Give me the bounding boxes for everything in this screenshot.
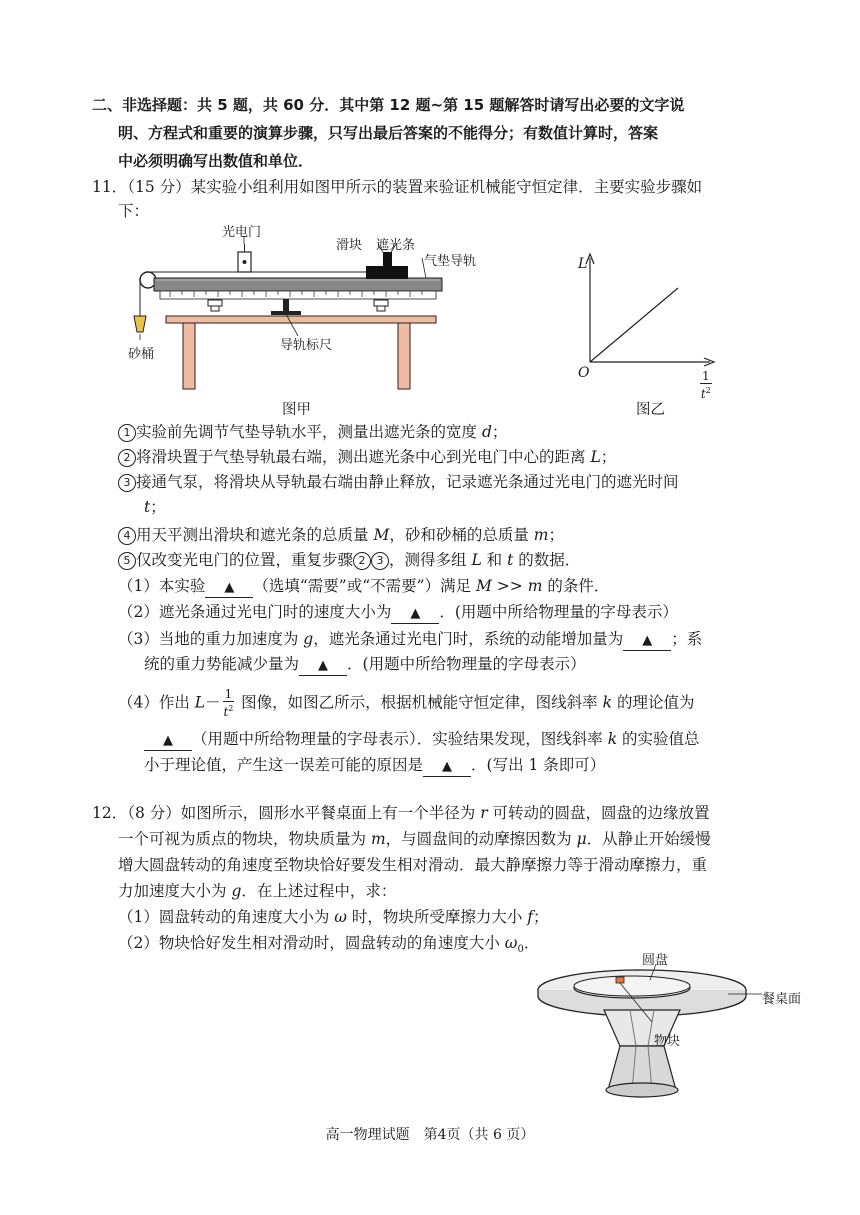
q12-part-1-text-2: 时，物块所受摩擦力大小 [346,908,528,926]
step-2-var: L [590,448,601,466]
part-4-text-3: 的理论值为 [612,693,695,712]
sand-bucket-shape [134,316,146,332]
part-4-text-6: 小于理论值，产生这一误差可能的原因是 [144,756,424,774]
part-4-var-L: L [194,693,206,712]
q12-var-omega0: ω [504,934,518,952]
track-feet [208,300,388,311]
q11-part-3-cont [144,653,586,676]
q12-part-1-end: ； [533,908,549,926]
graph-x-den-wrap [701,384,711,401]
step-4-number: 4 [118,527,136,545]
q12-part-2 [118,932,539,961]
figure-rotating-table [532,960,772,1105]
graph-x-den: t [700,387,706,401]
part-1-text: （1）本实验 [118,577,206,595]
table-leg-left [183,323,195,389]
q12-line-1 [92,802,710,824]
answer-blank-5[interactable]: ▲ [144,732,192,751]
block [616,977,624,983]
step-5-var-L: L [471,551,482,569]
part-3-var-g: g [303,630,314,648]
part-1-text-2: （选填“需要”或“不需要”）满足 [253,577,476,595]
q12-text-2c: ．从静止开始缓慢 [586,830,711,848]
part-3-text-2: ，遮光条通过光电门时，系统的动能增加量为 [313,630,624,648]
graph-origin: O [578,365,590,381]
part-4-frac-den-wrap [223,702,233,719]
q12-part-1 [118,906,549,928]
part-4-frac-den: t [223,705,229,719]
part-4-text-4: （用题中所给物理量的字母表示）．实验结果发现，图线斜率 [192,730,608,748]
part-1-var-M: M [476,577,492,595]
part-1-op: >> [491,577,528,595]
table-leg-right [398,323,410,389]
part-3-text: （3）当地的重力加速度为 [118,630,304,648]
graph-y-label: L [578,256,588,272]
step-4-var-M: M [373,526,390,544]
section-line-2: 明、方程式和重要的演算步骤，只写出最后答案的不能得分；有数值计算时，答案 [118,124,659,142]
q11-intro-line-1: 11．（15 分）某实验小组利用如图甲所示的装置来验证机械能守恒定律．主要实验步骤如 [92,178,703,196]
step-1-text: 实验前先调节气垫导轨水平，测量出遮光条的宽度 [136,423,482,441]
q12-line-3: 增大圆盘转动的角速度至物块恰好要发生相对滑动．最大静摩擦力等于滑动摩擦力，重 [118,856,708,874]
step-2-text: 将滑块置于气垫导轨最右端，测出遮光条中心到光电门中心的距离 [136,448,591,466]
part-2-end: ．(用题中所给物理量的字母表示） [439,603,678,621]
step-3-number: 3 [118,474,136,492]
figure-yi-graph [570,250,720,375]
graph-x-label [700,370,712,401]
step-5-ref-3: 3 [371,552,389,570]
part-4-fraction [223,688,235,719]
step-5-var-t: t [507,551,514,569]
part-4-dash: － [205,693,221,712]
step-5-number: 5 [118,552,136,570]
ruler-strip [160,291,436,299]
step-1-number: 1 [118,424,136,442]
step-4-var-m: m [533,526,549,544]
step-3-var: t [144,498,151,516]
graph-x-num: 1 [702,369,710,383]
step-5-text: 仅改变光电门的位置，重复步骤 [136,551,354,569]
step-5-ref-2: 2 [353,552,371,570]
q11-part-1 [118,575,609,598]
step-2-end: ； [600,448,617,466]
step-4-end: ； [548,526,564,544]
part-4-text-5: 的实验值总 [617,730,700,748]
step-1-end: ； [491,423,508,441]
q11-part-4-cont [144,728,700,751]
part-4-text-2: 图像，如图乙所示，根据机械能守恒定律，图线斜率 [236,693,603,712]
label-air-track: 气垫导轨 [424,254,477,269]
q12-text-2: 一个可视为质点的物块，物块质量为 [118,830,371,848]
page-footer: 高一物理试题 第4页（共 6 页） [325,1127,535,1143]
label-block: 物块 [654,1034,681,1049]
q11-part-3 [118,628,702,651]
part-4-frac-sup: 2 [228,704,234,713]
label-shade: 遮光条 [376,238,416,253]
step-2 [118,446,616,468]
step-4 [118,524,564,546]
label-sand-bucket: 砂桶 [128,347,155,362]
step-2-number: 2 [118,449,136,467]
slider-block [366,266,408,279]
part-3-end: ．(用题中所给物理量的字母表示） [347,655,586,673]
part-4-frac-num: 1 [224,687,233,701]
answer-blank-6[interactable]: ▲ [423,758,471,777]
q12-line-2 [118,828,711,850]
step-4-text: 用天平测出滑块和遮光条的总质量 [136,526,374,544]
part-4-var-k: k [602,693,613,712]
part-3-text-4: 统的重力势能减少量为 [144,655,300,673]
step-1-var: d [481,423,492,441]
q11-part-4 [118,688,694,719]
label-table-surface: 餐桌面 [762,992,802,1007]
part-2-text: （2）遮光条通过光电门时的速度大小为 [118,603,392,621]
q12-var-mu: μ [576,830,587,848]
step-4-text-2: ，砂和砂桶的总质量 [389,526,534,544]
step-1 [118,421,507,443]
step-5-end: 的数据． [513,551,581,569]
caption-fig-yi: 图乙 [636,402,665,418]
label-disk: 圆盘 [642,953,669,968]
q11-part-2 [118,601,678,624]
q12-text-4: 力加速度大小为 [118,882,232,900]
graph-line [590,288,678,362]
step-3-end: ； [150,498,166,516]
q12-text-1: 12．（8 分）如图所示，圆形水平餐桌面上有一个半径为 [92,804,481,822]
part-4-end: ．(写出 1 条即可） [471,756,606,774]
step-5-text-2: ，测得多组 [389,551,472,569]
answer-blank-4[interactable]: ▲ [299,657,347,676]
graph-x-den-sup: 2 [705,386,711,395]
table-top [166,316,436,323]
q12-var-g: g [231,882,242,900]
q12-var-omega: ω [334,908,347,926]
q12-line-4 [118,880,396,902]
part-1-var-m: m [527,577,543,595]
label-light-gate: 光电门 [222,225,262,240]
answer-blank-1[interactable]: ▲ [205,579,253,598]
part-4-var-k2: k [607,730,618,748]
answer-blank-3[interactable]: ▲ [623,632,671,651]
step-3-cont [144,496,166,518]
step-3 [118,471,679,493]
q12-part-2-end: ． [523,934,540,952]
section-line-3: 中必须明确写出数值和单位． [118,152,314,170]
answer-blank-2[interactable]: ▲ [391,605,439,624]
q12-text-4b: ．在上述过程中，求： [241,882,397,900]
part-3-text-3: ；系 [671,630,703,648]
q12-text-1b: 可转动的圆盘，圆盘的边缘放置 [487,804,710,822]
q12-part-1-text: （1）圆盘转动的角速度大小为 [118,908,335,926]
label-ruler: 导轨标尺 [280,338,333,353]
q11-intro-line-2: 下： [118,202,150,220]
center-support [283,299,289,313]
shade-strip [383,252,392,266]
q12-part-2-text: （2）物块恰好发生相对滑动时，圆盘转动的角速度大小 [118,934,505,952]
step-5-text-3: 和 [481,551,508,569]
q12-var-f: f [527,908,534,926]
part-1-end: 的条件． [542,577,610,595]
step-5 [118,549,580,571]
q12-text-2b: ，与圆盘间的动摩擦因数为 [385,830,577,848]
table-base [606,1083,678,1097]
q11-part-4-cont-2 [144,754,605,777]
q12-var-r: r [480,804,488,822]
caption-fig-jia: 图甲 [282,402,311,418]
part-4-text: （4）作出 [118,693,195,712]
step-3-text: 接通气泵，将滑块从导轨最右端由静止释放，记录遮光条通过光电门的遮光时间 [136,473,679,491]
q12-var-m: m [370,830,386,848]
q12-omega-subscript: 0 [517,944,524,956]
label-slider: 滑块 [336,238,363,253]
section-line-1: 二、非选择题：共 5 题，共 60 分．其中第 12 题~第 15 题解答时请写出必要的文字说 [92,96,685,114]
